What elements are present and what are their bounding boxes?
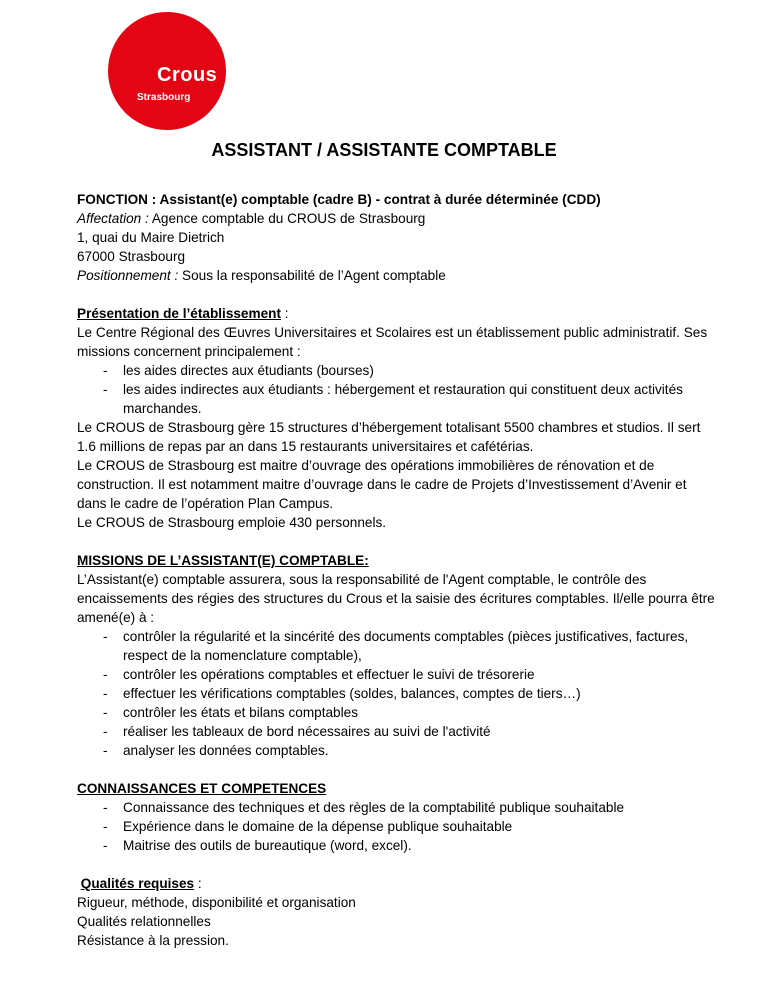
qualite-item: Rigueur, méthode, disponibilité et organisation [77, 895, 356, 910]
fonction-label: FONCTION : Assistant(e) comptable (cadre B) - contrat à durée déterminée (CDD) [77, 192, 601, 207]
affectation-label: Affectation : [77, 211, 149, 226]
connaissances-heading: CONNAISSANCES ET COMPETENCES [77, 781, 327, 796]
list-item: - effectuer les vérifications comptables (soldes, balances, comptes de tiers…) [77, 684, 717, 703]
list-item: - les aides indirectes aux étudiants : hébergement et restauration qui constituent deux activités marchandes. [77, 380, 717, 418]
presentation-paragraph-3: Le CROUS de Strasbourg emploie 430 personnels. [77, 515, 387, 530]
list-item: - contrôler les états et bilans comptables [77, 703, 717, 722]
missions-section [77, 551, 717, 760]
fonction-section [77, 190, 717, 285]
presentation-paragraph-2: Le CROUS de Strasbourg est maitre d’ouvrage des opérations immobilières de rénovation et de construction. Il est notamment maitre d’ouvrage dans le cadre de Projets d’Investissement d’Avenir et dans le cadre de l’opération Plan Campus. [77, 458, 687, 511]
affectation-line [77, 209, 717, 228]
list-item: - Connaissance des techniques et des règles de la comptabilité publique souhaitable [77, 798, 717, 817]
list-item: - Expérience dans le domaine de la dépense publique souhaitable [77, 817, 717, 836]
positionnement-label: Positionnement : [77, 268, 179, 283]
list-item: - réaliser les tableaux de bord nécessaires au suivi de l'activité [77, 722, 717, 741]
presentation-intro: Le Centre Régional des Œuvres Universitaires et Scolaires est un établissement public administratif. Ses missions concernent principalement : [77, 325, 708, 359]
qualites-section [77, 874, 717, 950]
qualites-heading-line [77, 874, 717, 893]
crous-logo [108, 12, 226, 130]
positionnement-value: Sous la responsabilité de l’Agent comptable [178, 268, 446, 283]
presentation-list [77, 361, 717, 418]
missions-list [77, 627, 717, 760]
document-body [77, 190, 717, 969]
missions-intro: L’Assistant(e) comptable assurera, sous la responsabilité de l'Agent comptable, le contrôle des encaissements des régies des structures du Crous et la saisie des écritures comptables. Il/elle pourra être amené(e) à : [77, 572, 715, 625]
presentation-heading: Présentation de l’établissement [77, 306, 281, 321]
positionnement-line [77, 266, 717, 285]
page-title: ASSISTANT / ASSISTANTE COMPTABLE [211, 140, 557, 160]
presentation-heading-line [77, 304, 717, 323]
presentation-section [77, 304, 717, 532]
address-line-2: 67000 Strasbourg [77, 249, 186, 264]
connaissances-list [77, 798, 717, 855]
presentation-paragraph-1: Le CROUS de Strasbourg gère 15 structures d’hébergement totalisant 5500 chambres et studios. Il sert 1.6 millions de repas par an dans 15 restaurants universitaires et cafétérias. [77, 420, 701, 454]
list-item: - Maitrise des outils de bureautique (word, excel). [77, 836, 717, 855]
address-line-1: 1, quai du Maire Dietrich [77, 230, 225, 245]
logo-name: Crous [157, 64, 218, 86]
list-item: - analyser les données comptables. [77, 741, 717, 760]
presentation-heading-suffix: : [280, 306, 289, 321]
list-item: - contrôler les opérations comptables et effectuer le suivi de trésorerie [77, 665, 717, 684]
qualite-item: Résistance à la pression. [77, 933, 229, 948]
list-item: - les aides directes aux étudiants (bourses) [77, 361, 717, 380]
qualite-item: Qualités relationnelles [77, 914, 211, 929]
logo-city: Strasbourg [137, 92, 191, 103]
connaissances-section [77, 779, 717, 855]
qualites-heading-suffix: : [194, 876, 202, 891]
qualites-heading: Qualités requises [80, 876, 195, 891]
list-item: - contrôler la régularité et la sincérité des documents comptables (pièces justificatives, factures, respect de la nomenclature comptable), [77, 627, 717, 665]
missions-heading: MISSIONS DE L’ASSISTANT(E) COMPTABLE: [77, 553, 369, 568]
affectation-value: Agence comptable du CROUS de Strasbourg [148, 211, 426, 226]
